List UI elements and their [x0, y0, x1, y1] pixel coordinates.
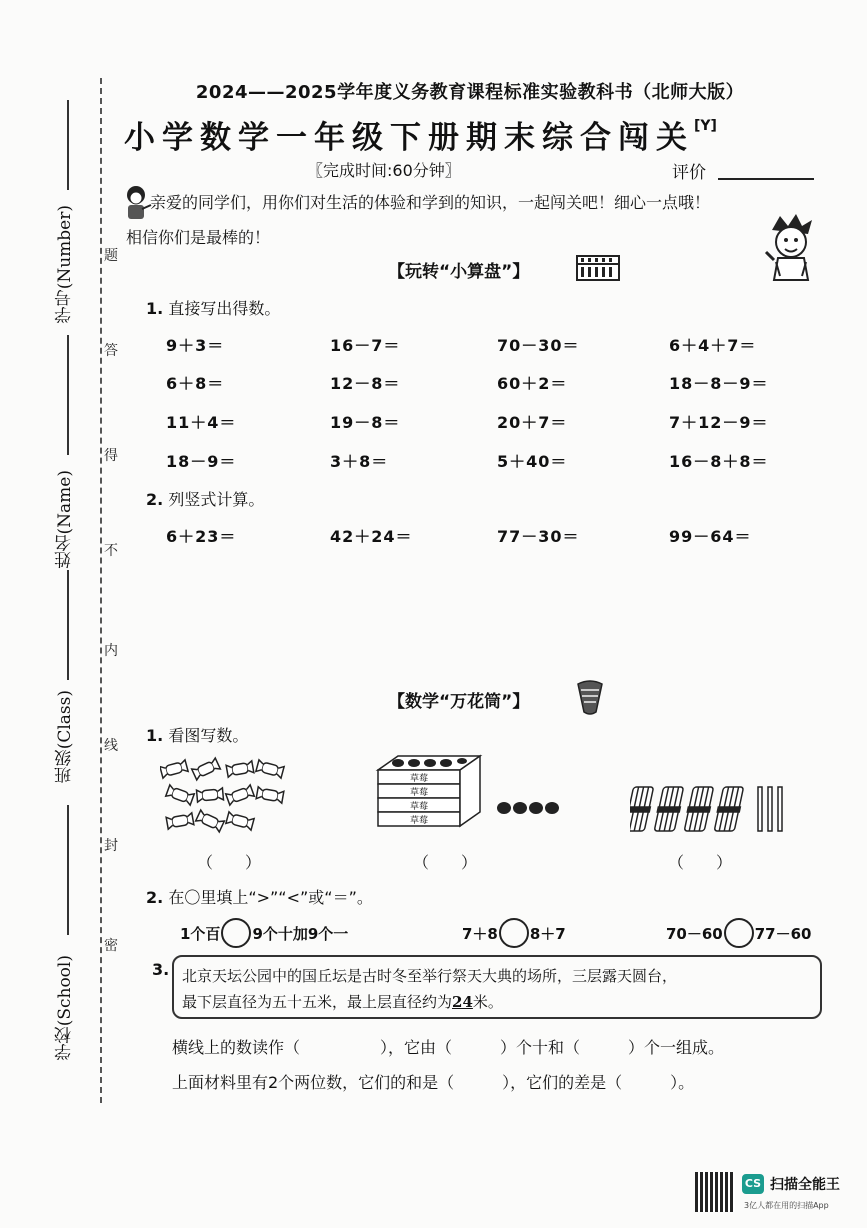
equation: 16－7＝ — [330, 336, 401, 355]
answer-paren[interactable]: （ ） — [197, 853, 262, 872]
binding-dash-line — [100, 78, 102, 1103]
class-label: 班级(Class) — [55, 690, 75, 784]
seal-char: 得 — [104, 448, 118, 464]
seal-char: 不 — [104, 543, 118, 559]
seal-char: 题 — [104, 248, 118, 264]
compare-item — [462, 918, 566, 948]
scanner-brand: 扫描全能王 — [770, 1177, 840, 1193]
s1-q2-text: 列竖式计算。 — [168, 490, 265, 509]
title-tag: [Y] — [694, 118, 717, 134]
class-line — [67, 570, 69, 680]
compare-right: 77－60 — [754, 924, 812, 943]
equation: 6＋8＝ — [166, 374, 225, 393]
number-line — [67, 100, 69, 190]
material-line-2: 最下层直径为五十五米，最上层直径约为24米。 — [182, 993, 503, 1011]
compare-right: 9个十加9个一 — [252, 924, 349, 943]
candies-picture — [160, 755, 288, 837]
answer-paren[interactable]: （ ） — [413, 853, 478, 872]
equation: 9＋3＝ — [166, 336, 225, 355]
title-text: 小学数学一年级下册期末综合闯关 — [124, 120, 694, 156]
page-title — [124, 112, 717, 157]
fill-blank-1[interactable]: 横线上的数读作（ ），它由（ ）个十和（ ）个一组成。 — [172, 1038, 725, 1057]
compare-circle[interactable] — [221, 918, 251, 948]
equation: 11＋4＝ — [166, 413, 237, 432]
compare-circle[interactable] — [499, 918, 529, 948]
equation: 19－8＝ — [330, 413, 401, 432]
boy-cartoon-icon — [762, 212, 820, 284]
scanner-tagline: 3亿人都在用的扫描App — [744, 1201, 829, 1210]
s1-q2-title — [146, 487, 264, 510]
vertical-equation: 99－64＝ — [669, 527, 752, 546]
s2-q1-number: 1. — [146, 726, 164, 745]
seal-char: 密 — [104, 938, 118, 954]
crate-label: 草莓 — [409, 788, 429, 798]
equation: 18－8－9＝ — [669, 374, 769, 393]
s2-q2-title — [146, 885, 373, 908]
equation: 3＋8＝ — [330, 452, 389, 471]
vertical-equation: 42＋24＝ — [330, 527, 413, 546]
s1-q1-text: 直接写出得数。 — [168, 299, 281, 318]
s1-q1-title — [146, 296, 280, 319]
compare-item — [666, 918, 812, 948]
name-label: 姓名(Name) — [55, 470, 75, 569]
equation: 20＋7＝ — [497, 413, 568, 432]
vertical-equation: 77－30＝ — [497, 527, 580, 546]
equation: 6＋4＋7＝ — [669, 336, 757, 355]
s2-q2-number: 2. — [146, 888, 164, 907]
number-label: 学号(Number) — [55, 205, 75, 324]
seal-char: 答 — [104, 343, 118, 359]
crate-label: 草莓 — [409, 802, 429, 812]
s1-q1-number: 1. — [146, 299, 164, 318]
school-label: 学校(School) — [55, 955, 75, 1061]
compare-item — [180, 918, 348, 948]
s2-q2-text: 在〇里填上“>”“<”或“＝”。 — [168, 888, 373, 907]
name-line — [67, 335, 69, 455]
strawberry-crates-picture — [370, 752, 570, 846]
compare-left: 1个百 — [180, 924, 221, 943]
eval-blank[interactable] — [718, 178, 814, 180]
compare-circle[interactable] — [724, 918, 754, 948]
compare-left: 7＋8 — [462, 924, 498, 943]
time-limit: 〖完成时间:60分钟〗 — [307, 161, 461, 180]
equation: 5＋40＝ — [497, 452, 568, 471]
intro-line-1: 亲爱的同学们，用你们对生活的体验和学到的知识，一起闯关吧！细心一点哦！ — [150, 193, 711, 212]
equation: 18－9＝ — [166, 452, 237, 471]
intro-line-2: 相信你们是最棒的！ — [126, 228, 271, 247]
equation: 70－30＝ — [497, 336, 580, 355]
reading-material-text — [182, 963, 677, 1015]
school-line — [67, 805, 69, 935]
material-line-1: 北京天坛公园中的国丘坛是古时冬至举行祭天大典的场所，三层露天圆台， — [182, 967, 678, 985]
equation: 60＋2＝ — [497, 374, 568, 393]
seal-char: 内 — [104, 643, 118, 659]
seal-char: 线 — [104, 738, 118, 754]
underlined-number: 24 — [452, 993, 473, 1011]
crate-label: 草莓 — [409, 774, 429, 784]
abacus-icon — [576, 255, 620, 281]
edition-line: 2024——2025学年度义务教育课程标准实验教科书（北师大版） — [195, 82, 745, 103]
compare-left: 70－60 — [666, 924, 723, 943]
compare-right: 8＋7 — [529, 924, 566, 943]
section1-title: 【玩转“小算盘”】 — [388, 262, 530, 282]
s2-q1-title — [146, 723, 248, 746]
kaleidoscope-icon — [576, 680, 604, 718]
crate-label: 草莓 — [409, 816, 429, 826]
s2-q3-number: 3. — [152, 960, 170, 979]
answer-paren[interactable]: （ ） — [668, 853, 733, 872]
seal-char: 封 — [104, 838, 118, 854]
equation: 12－8＝ — [330, 374, 401, 393]
qr-code-icon — [695, 1172, 735, 1212]
vertical-equation: 6＋23＝ — [166, 527, 237, 546]
section2-title: 【数学“万花筒”】 — [388, 692, 530, 712]
s2-q1-text: 看图写数。 — [168, 726, 249, 745]
eval-label: 评价 — [672, 163, 706, 183]
camscanner-logo-icon: CS — [742, 1174, 764, 1194]
fill-blank-2[interactable]: 上面材料里有2个两位数，它们的和是（ ），它们的差是（ ）。 — [172, 1073, 695, 1092]
equation: 16－8＋8＝ — [669, 452, 769, 471]
s1-q2-number: 2. — [146, 490, 164, 509]
sticks-bundles-picture — [630, 785, 790, 837]
equation: 7＋12－9＝ — [669, 413, 769, 432]
student-cartoon-icon — [122, 185, 152, 221]
